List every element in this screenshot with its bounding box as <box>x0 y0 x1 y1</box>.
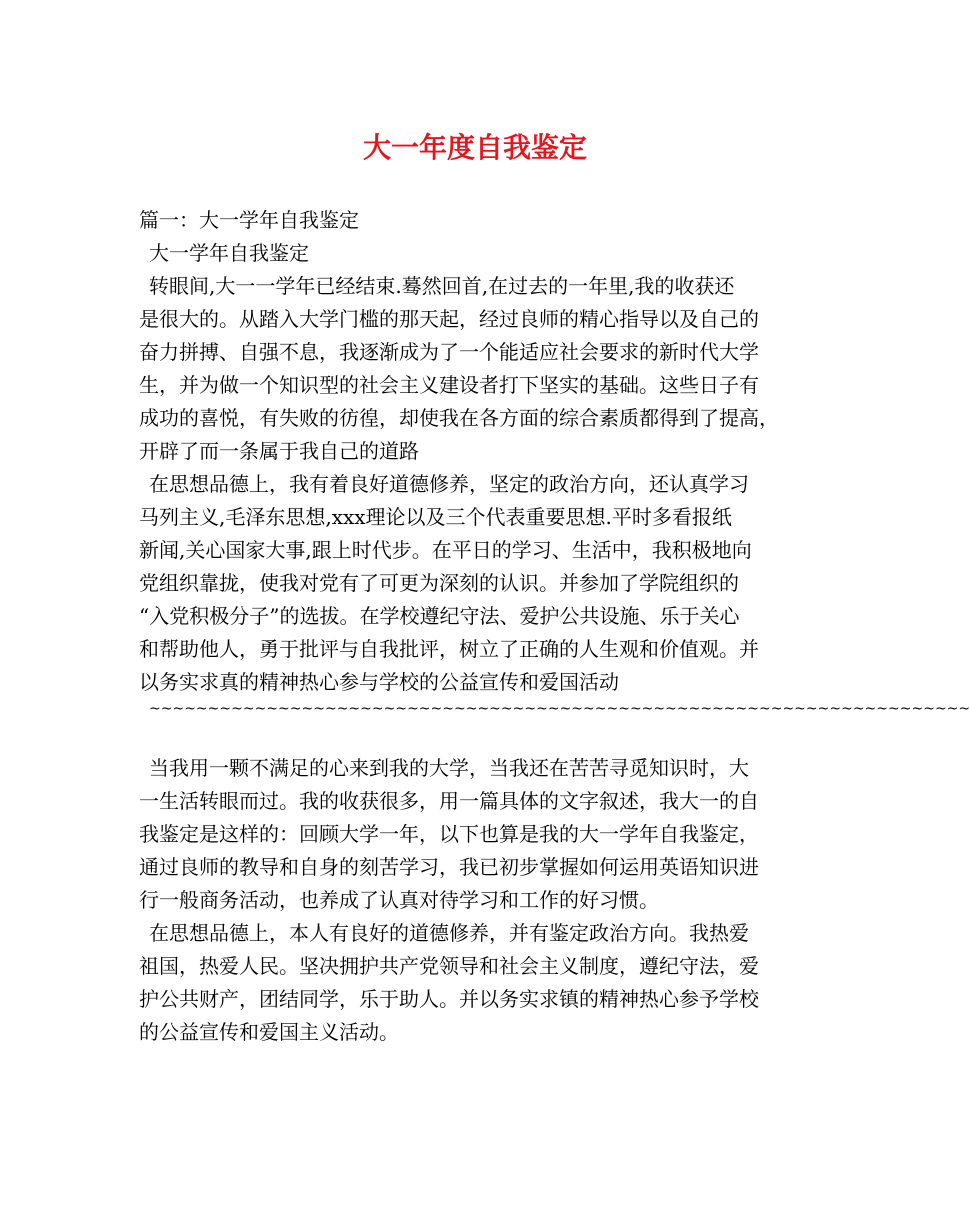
paragraph-2 <box>139 468 823 699</box>
document-body <box>139 204 970 1049</box>
paragraph-4 <box>139 917 823 1049</box>
paragraph-line: 以务实求真的精神热心参与学校的公益宣传和爱国活动 <box>139 670 619 694</box>
paragraph-line: 行一般商务活动，也养成了认真对待学习和工作的好习惯。 <box>139 888 659 912</box>
paragraph-line: 一生活转眼而过。我的收获很多，用一篇具体的文字叙述，我大一的自 <box>139 789 759 813</box>
paragraph-line: 开辟了而一条属于我自己的道路 <box>139 439 419 463</box>
paragraph-line: 的公益宣传和爱国主义活动。 <box>139 1020 399 1044</box>
paragraph-line: 当我用一颗不满足的心来到我的大学，当我还在苦苦寻觅知识时，大 <box>149 756 749 780</box>
paragraph-line: 在思想品德上，我有着良好道德修养，坚定的政治方向，还认真学习 <box>149 472 749 496</box>
tilde-divider: ~~~~~~~~~~~~~~~~~~~~~~~~~~~~~~~~~~~~~~~~~~~~~~~~~~~~~~~~~~~~~~~~~~~~~~ <box>149 701 970 717</box>
paragraph-3 <box>139 752 823 917</box>
paragraph-line: “入党积极分子”的选拔。在学校遵纪守法、爱护公共设施、乐于关心 <box>139 604 740 628</box>
paragraph-line: 在思想品德上，本人有良好的道德修养，并有鉴定政治方向。我热爱 <box>149 921 749 945</box>
paragraph-line: 护公共财产，团结同学，乐于助人。并以务实求镇的精神热心参予学校 <box>139 987 759 1011</box>
subheading: 大一学年自我鉴定 <box>149 241 309 265</box>
paragraph-line: 奋力拼搏、自强不息，我逐渐成为了一个能适应社会要求的新时代大学 <box>139 340 759 364</box>
paragraph-line: 新闻,关心国家大事,跟上时代步。在平日的学习、生活中，我积极地向 <box>139 538 752 562</box>
paragraph-line: 祖国，热爱人民。坚决拥护共产党领导和社会主义制度，遵纪守法，爱 <box>139 954 759 978</box>
section-heading: 篇一：大一学年自我鉴定 <box>139 208 359 232</box>
paragraph-line: 党组织靠拢，使我对党有了可更为深刻的认识。并参加了学院组织的 <box>139 571 739 595</box>
paragraph-line: 是很大的。从踏入大学门槛的那天起，经过良师的精心指导以及自己的 <box>139 307 759 331</box>
paragraph-line: 马列主义,毛泽东思想,xxx理论以及三个代表重要思想.平时多看报纸 <box>139 505 732 529</box>
paragraph-1 <box>139 270 823 468</box>
paragraph-line: 通过良师的教导和自身的刻苦学习，我已初步掌握如何运用英语知识进 <box>139 855 759 879</box>
paragraph-line: 和帮助他人，勇于批评与自我批评，树立了正确的人生观和价值观。并 <box>139 637 759 661</box>
document-title: 大一年度自我鉴定 <box>362 131 587 164</box>
paragraph-line: 生，并为做一个知识型的社会主义建设者打下坚实的基础。这些日子有 <box>139 373 759 397</box>
paragraph-line: 转眼间,大一一学年已经结束.蓦然回首,在过去的一年里,我的收获还 <box>149 274 735 298</box>
paragraph-line: 我鉴定是这样的：回顾大学一年，以下也算是我的大一学年自我鉴定， <box>139 822 759 846</box>
paragraph-line: 成功的喜悦，有失败的彷徨，却使我在各方面的综合素质都得到了提高， <box>139 406 779 430</box>
blank-line <box>139 719 823 752</box>
